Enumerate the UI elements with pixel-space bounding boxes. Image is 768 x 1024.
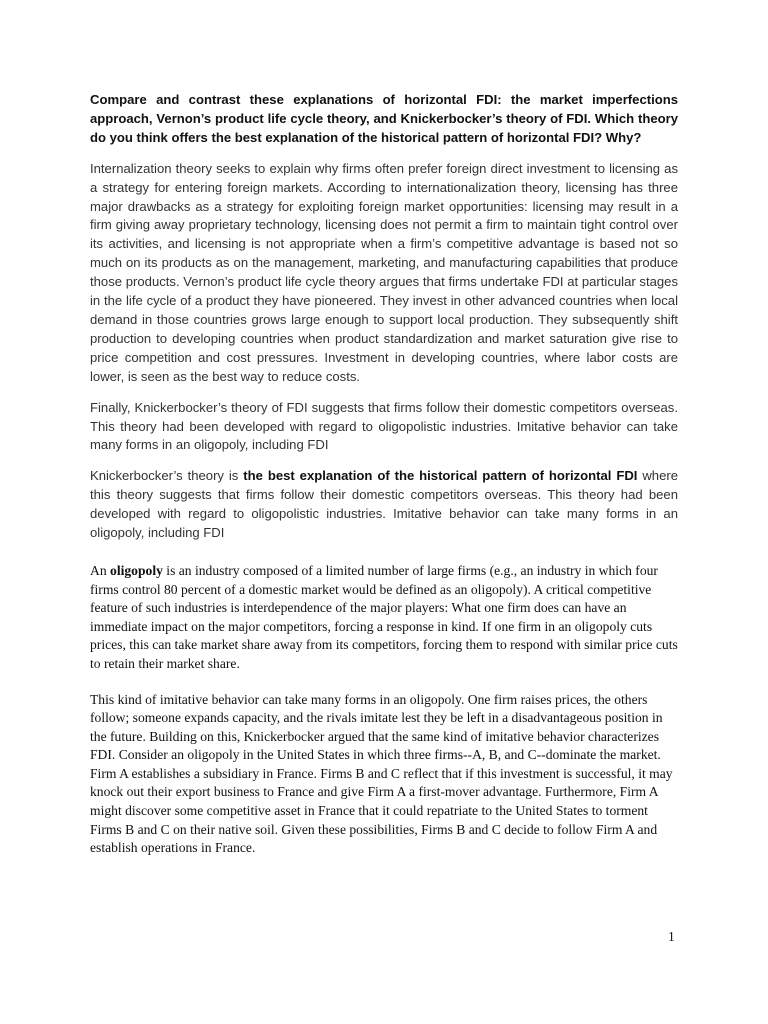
page-number: 1 — [668, 929, 675, 944]
oligopoly-term: oligopoly — [110, 562, 163, 578]
question-heading: Compare and contrast these explanations of horizontal FDI: the market imperfections approach, Vernon’s product life cycle theory, and Knickerbocker’s theory of FDI. Which theory do you think offers the best explanation of the historical pattern of horizontal FDI? Why? — [90, 92, 678, 145]
answer-lead: Knickerbocker’s theory is — [90, 468, 244, 484]
answer-emphasis: the best explanation of the historical pattern of horizontal FDI — [243, 468, 638, 484]
paragraph-oligopoly — [90, 562, 678, 674]
paragraph-internalization: Internalization theory seeks to explain why firms often prefer foreign direct investment to licensing as a strategy for entering foreign markets. According to internationalization theory, licensing has three major drawbacks as a strategy for exploiting foreign market opportunities: licensing may result in a firm giving away proprietary technology, licensing does not permit a firm to maintain tight control over its activities, and licensing is not appropriate when a firm’s competitive advantage is based not so much on its products as on the management, marketing, and manufacturing capabilities that produce those products. Vernon’s product life cycle theory argues that firms undertake FDI at particular stages in the life cycle of a product they have pioneered. They invest in other advanced countries when local demand in those countries grows large enough to support local production. They subsequently shift production to developing countries when product standardization and market saturation give rise to price competition and cost pressures. Investment in developing countries, where labor costs are lower, is seen as the best way to reduce costs. — [90, 160, 678, 384]
answer-rest: where this theory suggests that firms follow their domestic competitors overseas. This theory had been developed with regard to oligopolistic industries. Imitative behavior can take many forms in an oligopoly, including FDI — [90, 468, 678, 541]
document-page — [90, 91, 678, 858]
paragraph-imitation: This kind of imitative behavior can take many forms in an oligopoly. One firm raises prices, the others follow; someone expands capacity, and the rivals imitate lest they be left in a disadvantageous position in the future. Building on this, Knickerbocker argued that the same kind of imitative behavior characterizes FDI. Consider an oligopoly in the United States in which three firms--A, B, and C--dominate the market. Firm A establishes a subsidiary in France. Firms B and C reflect that if this investment is successful, it may knock out their export business to France and give Firm A a first-mover advantage. Furthermore, Firm A might discover some competitive asset in France that it could repatriate to the United States to torment Firms B and C on their native soil. Given these possibilities, Firms B and C decide to follow Firm A and establish operations in France. — [90, 691, 673, 856]
oligopoly-rest: is an industry composed of a limited number of large firms (e.g., an industry in which four firms control 80 percent of a domestic market would be defined as an oligopoly). A critical competitive feature of such industries is interdependence of the major players: What one firm does can have an immediate impact on the major competitors, forcing a response in kind. If one firm in an oligopoly cuts prices, this can take market share away from its competitors, forcing them to respond with similar price cuts to retain their market share. — [90, 562, 678, 671]
paragraph-knickerbocker-intro: Finally, Knickerbocker’s theory of FDI suggests that firms follow their domestic competitors overseas. This theory had been developed with regard to oligopolistic industries. Imitative behavior can take many forms in an oligopoly, including FDI — [90, 399, 678, 453]
oligopoly-lead: An — [90, 562, 111, 578]
paragraph-answer — [90, 467, 678, 543]
